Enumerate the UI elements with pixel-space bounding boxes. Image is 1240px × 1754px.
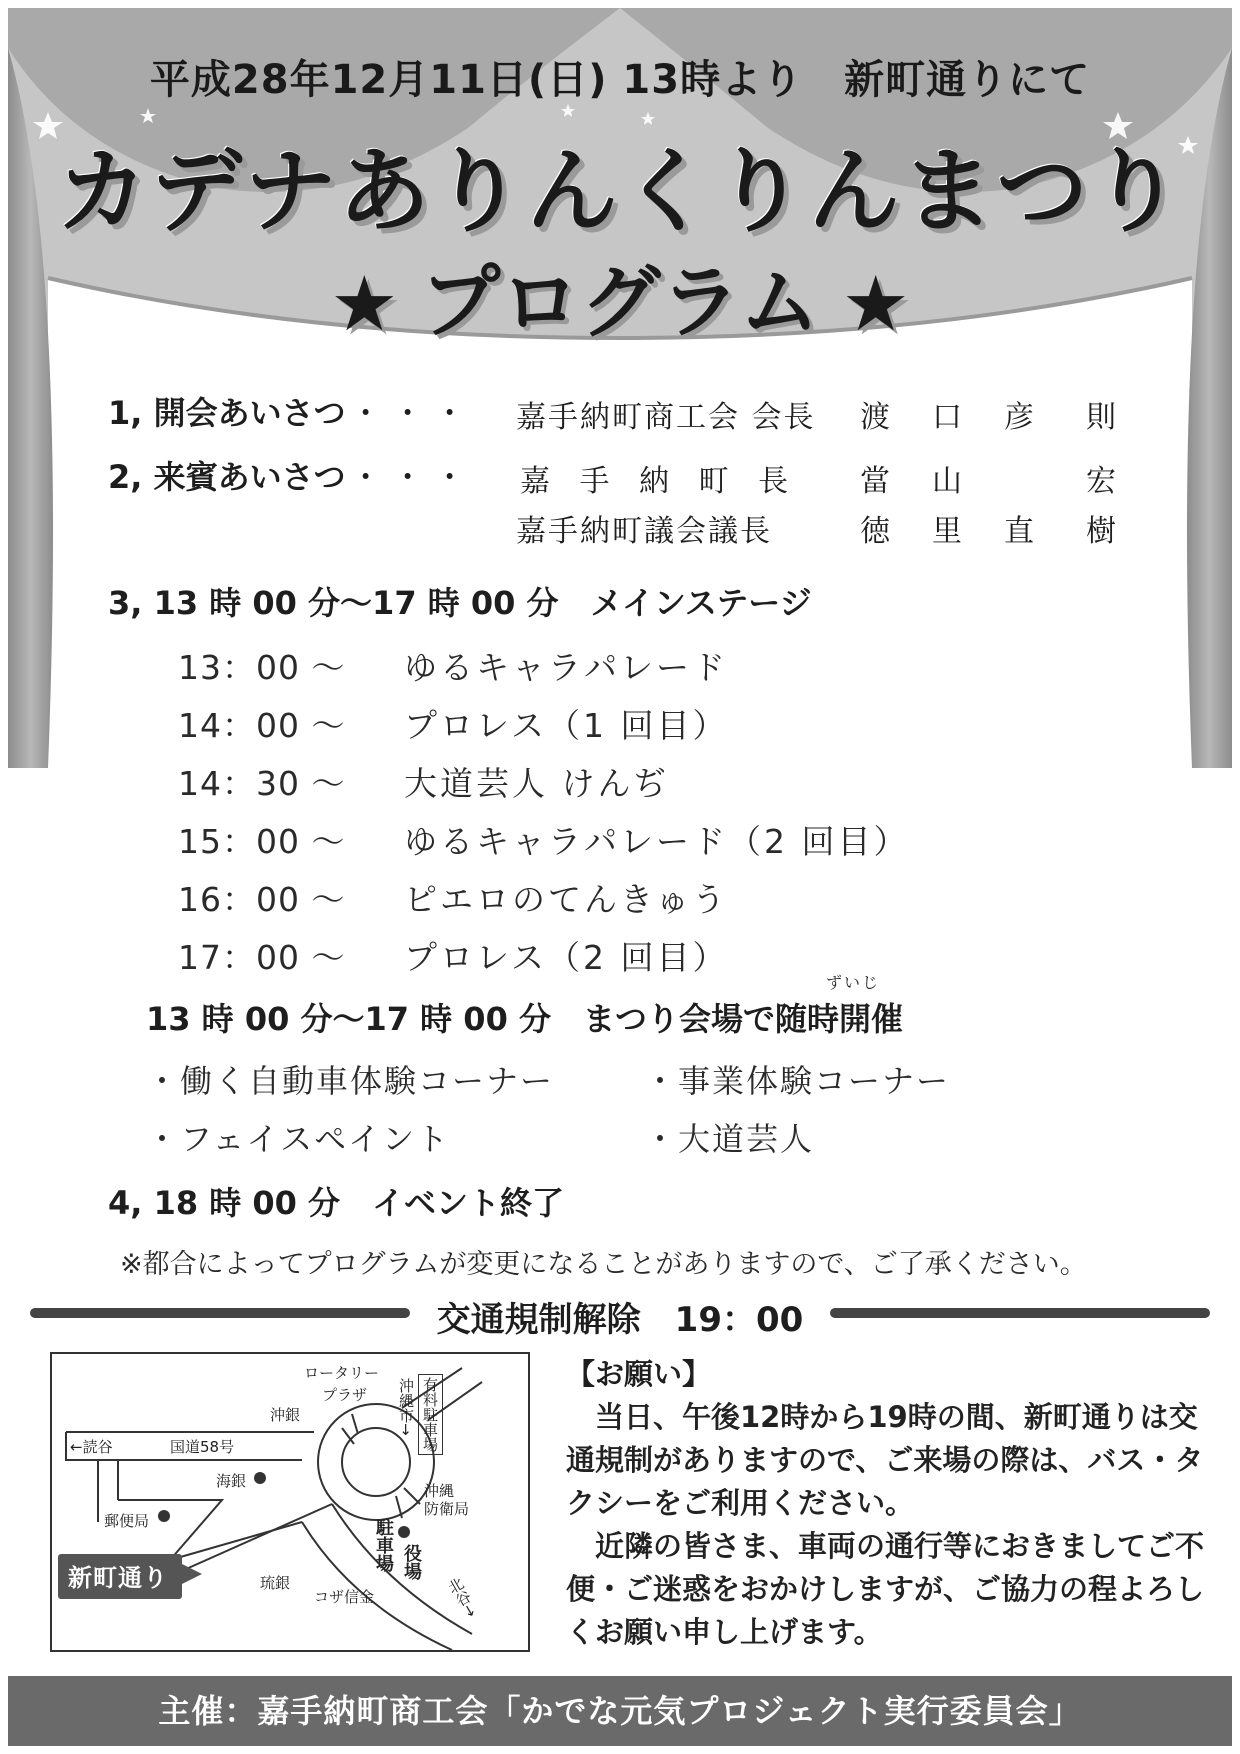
schedule-event: ピエロのてんきゅう bbox=[404, 880, 728, 919]
item-number: 2, bbox=[108, 458, 143, 496]
star-icon: ★ bbox=[841, 259, 910, 348]
schedule-row bbox=[178, 874, 728, 921]
venue-item: ・大道芸人 bbox=[644, 1120, 815, 1158]
map-label-okinawa-city: 沖縄市→ bbox=[397, 1378, 415, 1436]
map-label-route58: 国道58号 bbox=[170, 1438, 235, 1456]
request-title: 【お願い】 bbox=[566, 1357, 712, 1391]
schedule-event: プロレス（1 回目） bbox=[404, 706, 729, 745]
schedule-event: ゆるキャラパレード bbox=[404, 648, 728, 687]
map-label-rotary: ロータリー bbox=[304, 1364, 380, 1382]
venue-item: ・働く自動車体験コーナー bbox=[146, 1062, 555, 1100]
main-stage-heading: 3, 13 時 00 分〜17 時 00 分 メインステージ bbox=[108, 584, 812, 622]
schedule-event: 大道芸人 けんぢ bbox=[404, 764, 670, 803]
map-label-plaza: プラザ bbox=[322, 1386, 368, 1404]
schedule-time: 16：00 〜 bbox=[178, 880, 346, 919]
request-paragraph: 当日、午後12時から19時の間、新町通りは交通規制がありますので、ご来場の際は、バス・タクシーをご利用ください。 bbox=[566, 1400, 1204, 1520]
program-item-guest bbox=[108, 452, 484, 498]
map-label-defense-1: 沖縄 bbox=[424, 1482, 455, 1500]
map-label-parking: 駐車場 bbox=[373, 1518, 394, 1572]
map-label-ryugin: 琉銀 bbox=[260, 1574, 291, 1592]
request-body bbox=[566, 1396, 1206, 1654]
schedule-row bbox=[178, 642, 728, 689]
program-heading bbox=[0, 238, 1240, 353]
venue-heading: 13 時 00 分〜17 時 00 分 まつり会場で随時開催 bbox=[146, 1000, 903, 1038]
closing-heading: 4, 18 時 00 分 イベント終了 bbox=[108, 1184, 565, 1222]
schedule-time: 13：00 〜 bbox=[178, 648, 346, 687]
schedule-time: 14：00 〜 bbox=[178, 706, 346, 745]
access-map bbox=[50, 1352, 530, 1652]
schedule-row bbox=[178, 758, 670, 805]
map-label-paid-parking: 有料駐車場 bbox=[418, 1374, 443, 1455]
map-label-defense-2: 防衛局 bbox=[424, 1500, 470, 1518]
map-label-chatan: 北谷→ bbox=[443, 1574, 481, 1621]
leader-dots: ・・・ bbox=[349, 394, 476, 432]
item-number: 1, bbox=[108, 394, 143, 432]
map-label-yomitan: ←読谷 bbox=[70, 1438, 113, 1456]
speaker-role: 嘉 手 納 町 長 bbox=[520, 464, 799, 499]
request-paragraph: 近隣の皆さま、車両の通行等におきましてご不便・ご迷惑をおかけしますが、ご協力の程よろしくお願い申し上げます。 bbox=[566, 1529, 1205, 1649]
event-date-line: 平成28年12月11日(日) 13時より 新町通りにて bbox=[149, 57, 1091, 103]
leader-dots: ・・・ bbox=[349, 458, 476, 496]
schedule-time: 15：00 〜 bbox=[178, 822, 346, 861]
schedule-row bbox=[178, 700, 729, 747]
map-label-okigin: 沖銀 bbox=[270, 1406, 301, 1424]
item-label: 開会あいさつ bbox=[153, 394, 346, 432]
traffic-lift-time: 交通規制解除 19：00 bbox=[436, 1300, 804, 1340]
venue-item: ・フェイスペイント bbox=[146, 1120, 451, 1158]
schedule-event: プロレス（2 回目） bbox=[404, 938, 729, 977]
organizer-footer: 主催：嘉手納町商工会「かでな元気プロジェクト実行委員会」 bbox=[8, 1676, 1232, 1746]
venue-item: ・事業体験コーナー bbox=[644, 1062, 951, 1100]
schedule-time: 17：00 〜 bbox=[178, 938, 346, 977]
schedule-event: ゆるキャラパレード（2 回目） bbox=[404, 822, 910, 861]
festival-title: カデナありんくりんまつり bbox=[55, 138, 1184, 245]
schedule-row bbox=[178, 816, 910, 863]
change-notice: ※都合によってプログラムが変更になることがありますので、ご了承ください。 bbox=[120, 1249, 1087, 1280]
speaker-role: 嘉手納町商工会 会長 bbox=[516, 400, 816, 435]
program-item-opening bbox=[108, 388, 484, 434]
map-label-townhall: 役場 bbox=[401, 1544, 422, 1580]
ruby-reading: ずいじ bbox=[826, 973, 881, 992]
schedule-row bbox=[178, 932, 729, 979]
program-heading-text: プログラム bbox=[420, 256, 820, 349]
star-icon: ★ bbox=[330, 259, 399, 348]
map-label-post: 郵便局 bbox=[104, 1512, 150, 1530]
speaker-role: 嘉手納町議会議長 bbox=[516, 514, 772, 549]
map-label-koza: コザ信金 bbox=[314, 1588, 375, 1606]
map-badge-shinmachi: 新町通り bbox=[58, 1554, 182, 1599]
map-label-kaigin: 海銀 bbox=[216, 1472, 247, 1490]
item-label: 来賓あいさつ bbox=[153, 458, 346, 496]
schedule-time: 14：30 〜 bbox=[178, 764, 346, 803]
